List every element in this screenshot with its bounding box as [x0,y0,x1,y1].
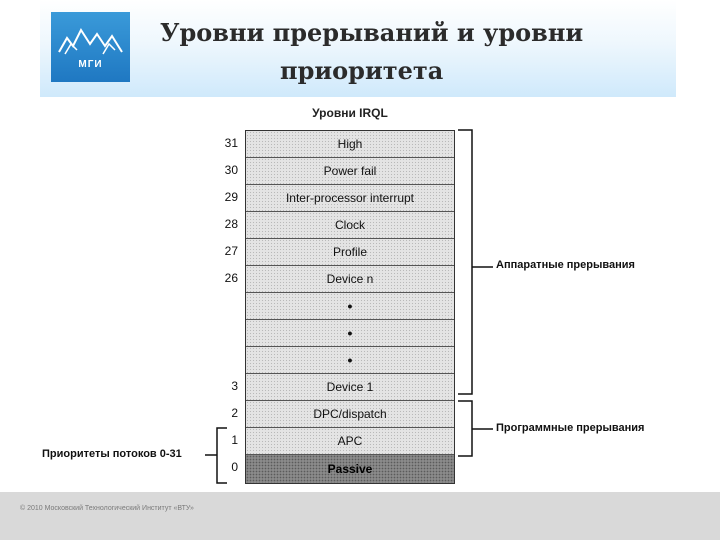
irql-row-31 [246,131,454,158]
irql-table [245,130,455,484]
level-number: 29 [224,190,238,204]
level-number: 0 [231,460,238,474]
ellipsis-dot: • [347,325,353,341]
irql-row-ellipsis-1 [246,293,454,320]
row-label: Inter-processor interrupt [285,191,415,205]
software-interrupts-label: Программные прерывания [496,422,645,434]
thread-priority-label: Приоритеты потоков 0-31 [42,448,182,460]
row-label: High [337,137,363,151]
irql-row-2 [246,401,454,428]
level-number: 2 [231,406,238,420]
irql-row-30 [246,158,454,185]
thread-priority-bracket [205,426,229,486]
ellipsis-dot: • [347,352,353,368]
irql-row-1 [246,428,454,455]
level-number: 1 [231,433,238,447]
row-label: Profile [332,245,367,259]
irql-row-0 [246,455,454,483]
row-label: Power fail [323,164,377,178]
irql-row-ellipsis-2 [246,320,454,347]
irql-row-28 [246,212,454,239]
irql-row-3 [246,374,454,401]
row-label: Passive [327,462,373,476]
irql-column-header: Уровни IRQL [312,106,388,120]
irql-row-29 [246,185,454,212]
copyright-text: © 2010 Московский Технологический Институт «ВТУ» [20,505,194,512]
footer-bar [0,492,720,540]
title-line-1: Уровни прерываний и уровни [160,18,584,47]
level-number: 27 [224,244,238,258]
row-label: Device n [326,272,374,286]
irql-row-27 [246,239,454,266]
level-number: 3 [231,379,238,393]
irql-row-26 [246,266,454,293]
ellipsis-dot: • [347,298,353,314]
level-number: 28 [224,217,238,231]
brackets [455,128,495,488]
mountains-icon [57,26,124,56]
level-number: 30 [224,163,238,177]
level-number: 31 [224,136,238,150]
row-label: APC [337,434,363,448]
row-label: DPC/dispatch [313,407,387,421]
row-label: Device 1 [326,380,374,394]
irql-row-ellipsis-3 [246,347,454,374]
institute-logo [51,12,130,82]
level-number: 26 [224,271,238,285]
row-label: Clock [334,218,365,232]
logo-text: МГИ [78,59,103,70]
hardware-interrupts-label: Аппаратные прерывания [496,259,635,271]
slide-title [160,14,630,90]
title-line-2: приоритета [280,56,444,85]
